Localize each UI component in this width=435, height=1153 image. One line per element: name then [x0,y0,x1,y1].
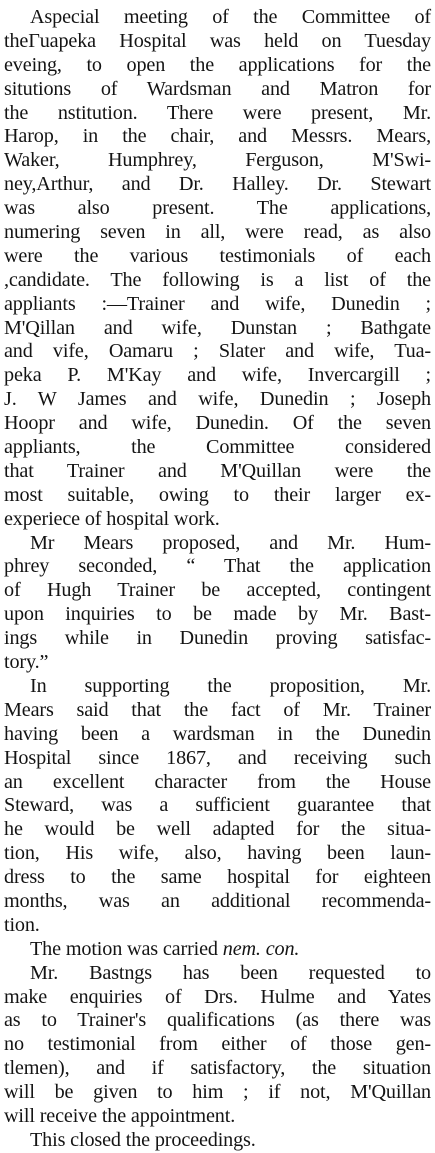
text-line: the nstitution. There were present, Mr. [4,101,431,124]
paragraph-enquiries [4,962,431,1129]
text-line: tory.” [4,651,49,674]
motion-text: The motion was carried [30,937,223,960]
text-line: upon inquiries to be made by Mr. Bast- [4,603,431,626]
nem-con-phrase: nem. con. [222,937,300,960]
text-line: will be given to him ; if not, M'Quillan [4,1081,431,1104]
text-line: Hospital since 1867, and receiving such [4,746,431,769]
text-line: Steward, was a sufficient guarantee that [4,794,431,817]
text-line: an excellent character from the House [4,770,431,793]
text-line: ney,Arthur, and Dr. Halley. Dr. Stewart [4,173,431,196]
newspaper-article [4,6,431,1153]
text-line: appliants :—Trainer and wife, Dunedin ; [4,292,431,315]
text-line: make enquiries of Drs. Hulme and Yates [4,985,431,1008]
text-line: Waker, Humphrey, Ferguson, M'Swi- [4,149,431,172]
text-line: J. W James and wife, Dunedin ; Joseph [4,388,431,411]
text-line: months, was an additional recommenda- [4,889,431,912]
text-line: ,candidate. The following is a list of the [4,268,431,291]
text-line: dress to the same hospital for eighteen [4,866,431,889]
text-line: and vife, Oamaru ; Slater and wife, Tua- [4,340,431,363]
text-line [4,938,431,962]
text-line: tlemen), and if satisfactory, the situation [4,1057,431,1080]
text-line: of Hugh Trainer be accepted, contingent [4,579,431,602]
text-line: as to Trainer's qualifications (as there was [4,1009,431,1032]
text-line: that Trainer and M'Quillan were the [4,459,431,482]
paragraph-closing [4,1129,431,1153]
paragraph-support [4,675,431,938]
paragraph-motion [4,938,431,962]
text-line: theΓuapeka Hospital was held on Tuesday [4,29,431,52]
text-line: situtions of Wardsman and Matron for [4,77,431,100]
paragraph-meeting [4,6,431,532]
text-line: M'Qillan and wife, Dunstan ; Bathgate [4,316,431,339]
paragraph-proposal [4,532,431,675]
text-line: Harop, in the chair, and Messrs. Mears, [4,125,431,148]
text-line: appliants, the Committee considered [4,436,431,459]
text-line: peka P. M'Kay and wife, Invercargill ; [4,364,431,387]
text-line: tion, His wife, also, having been laun- [4,842,431,865]
text-line: tion. [4,913,40,936]
text-line: Mears said that the fact of Mr. Trainer [4,698,431,721]
text-line: were the various testimonials of each [4,244,431,267]
text-line: experiece of hospital work. [4,507,220,530]
text-line: was also present. The applications, [4,197,431,220]
text-line: This closed the proceedings. [30,1128,256,1151]
text-line: ings while in Dunedin proving satisfac- [4,627,431,650]
text-line: eveing, to open the applications for the [4,53,431,76]
text-line: most suitable, owing to their larger ex- [4,483,431,506]
text-line: phrey seconded, “ That the application [4,555,431,578]
text-line: Mr Mears proposed, and Mr. Hum- [30,531,431,554]
text-line: having been a wardsman in the Dunedin [4,722,431,745]
text-line: In supporting the proposition, Mr. [30,674,431,697]
text-line: Mr. Bastngs has been requested to [30,961,431,984]
text-line: numering seven in all, were read, as also [4,221,431,244]
text-line: will receive the appointment. [4,1104,236,1127]
text-line: no testimonial from either of those gen- [4,1033,431,1056]
text-line: Aspecial meeting of the Committee of [30,6,431,28]
text-line: he would be well adapted for the situa- [4,818,431,841]
text-line: Hoopr and wife, Dunedin. Of the seven [4,412,431,435]
